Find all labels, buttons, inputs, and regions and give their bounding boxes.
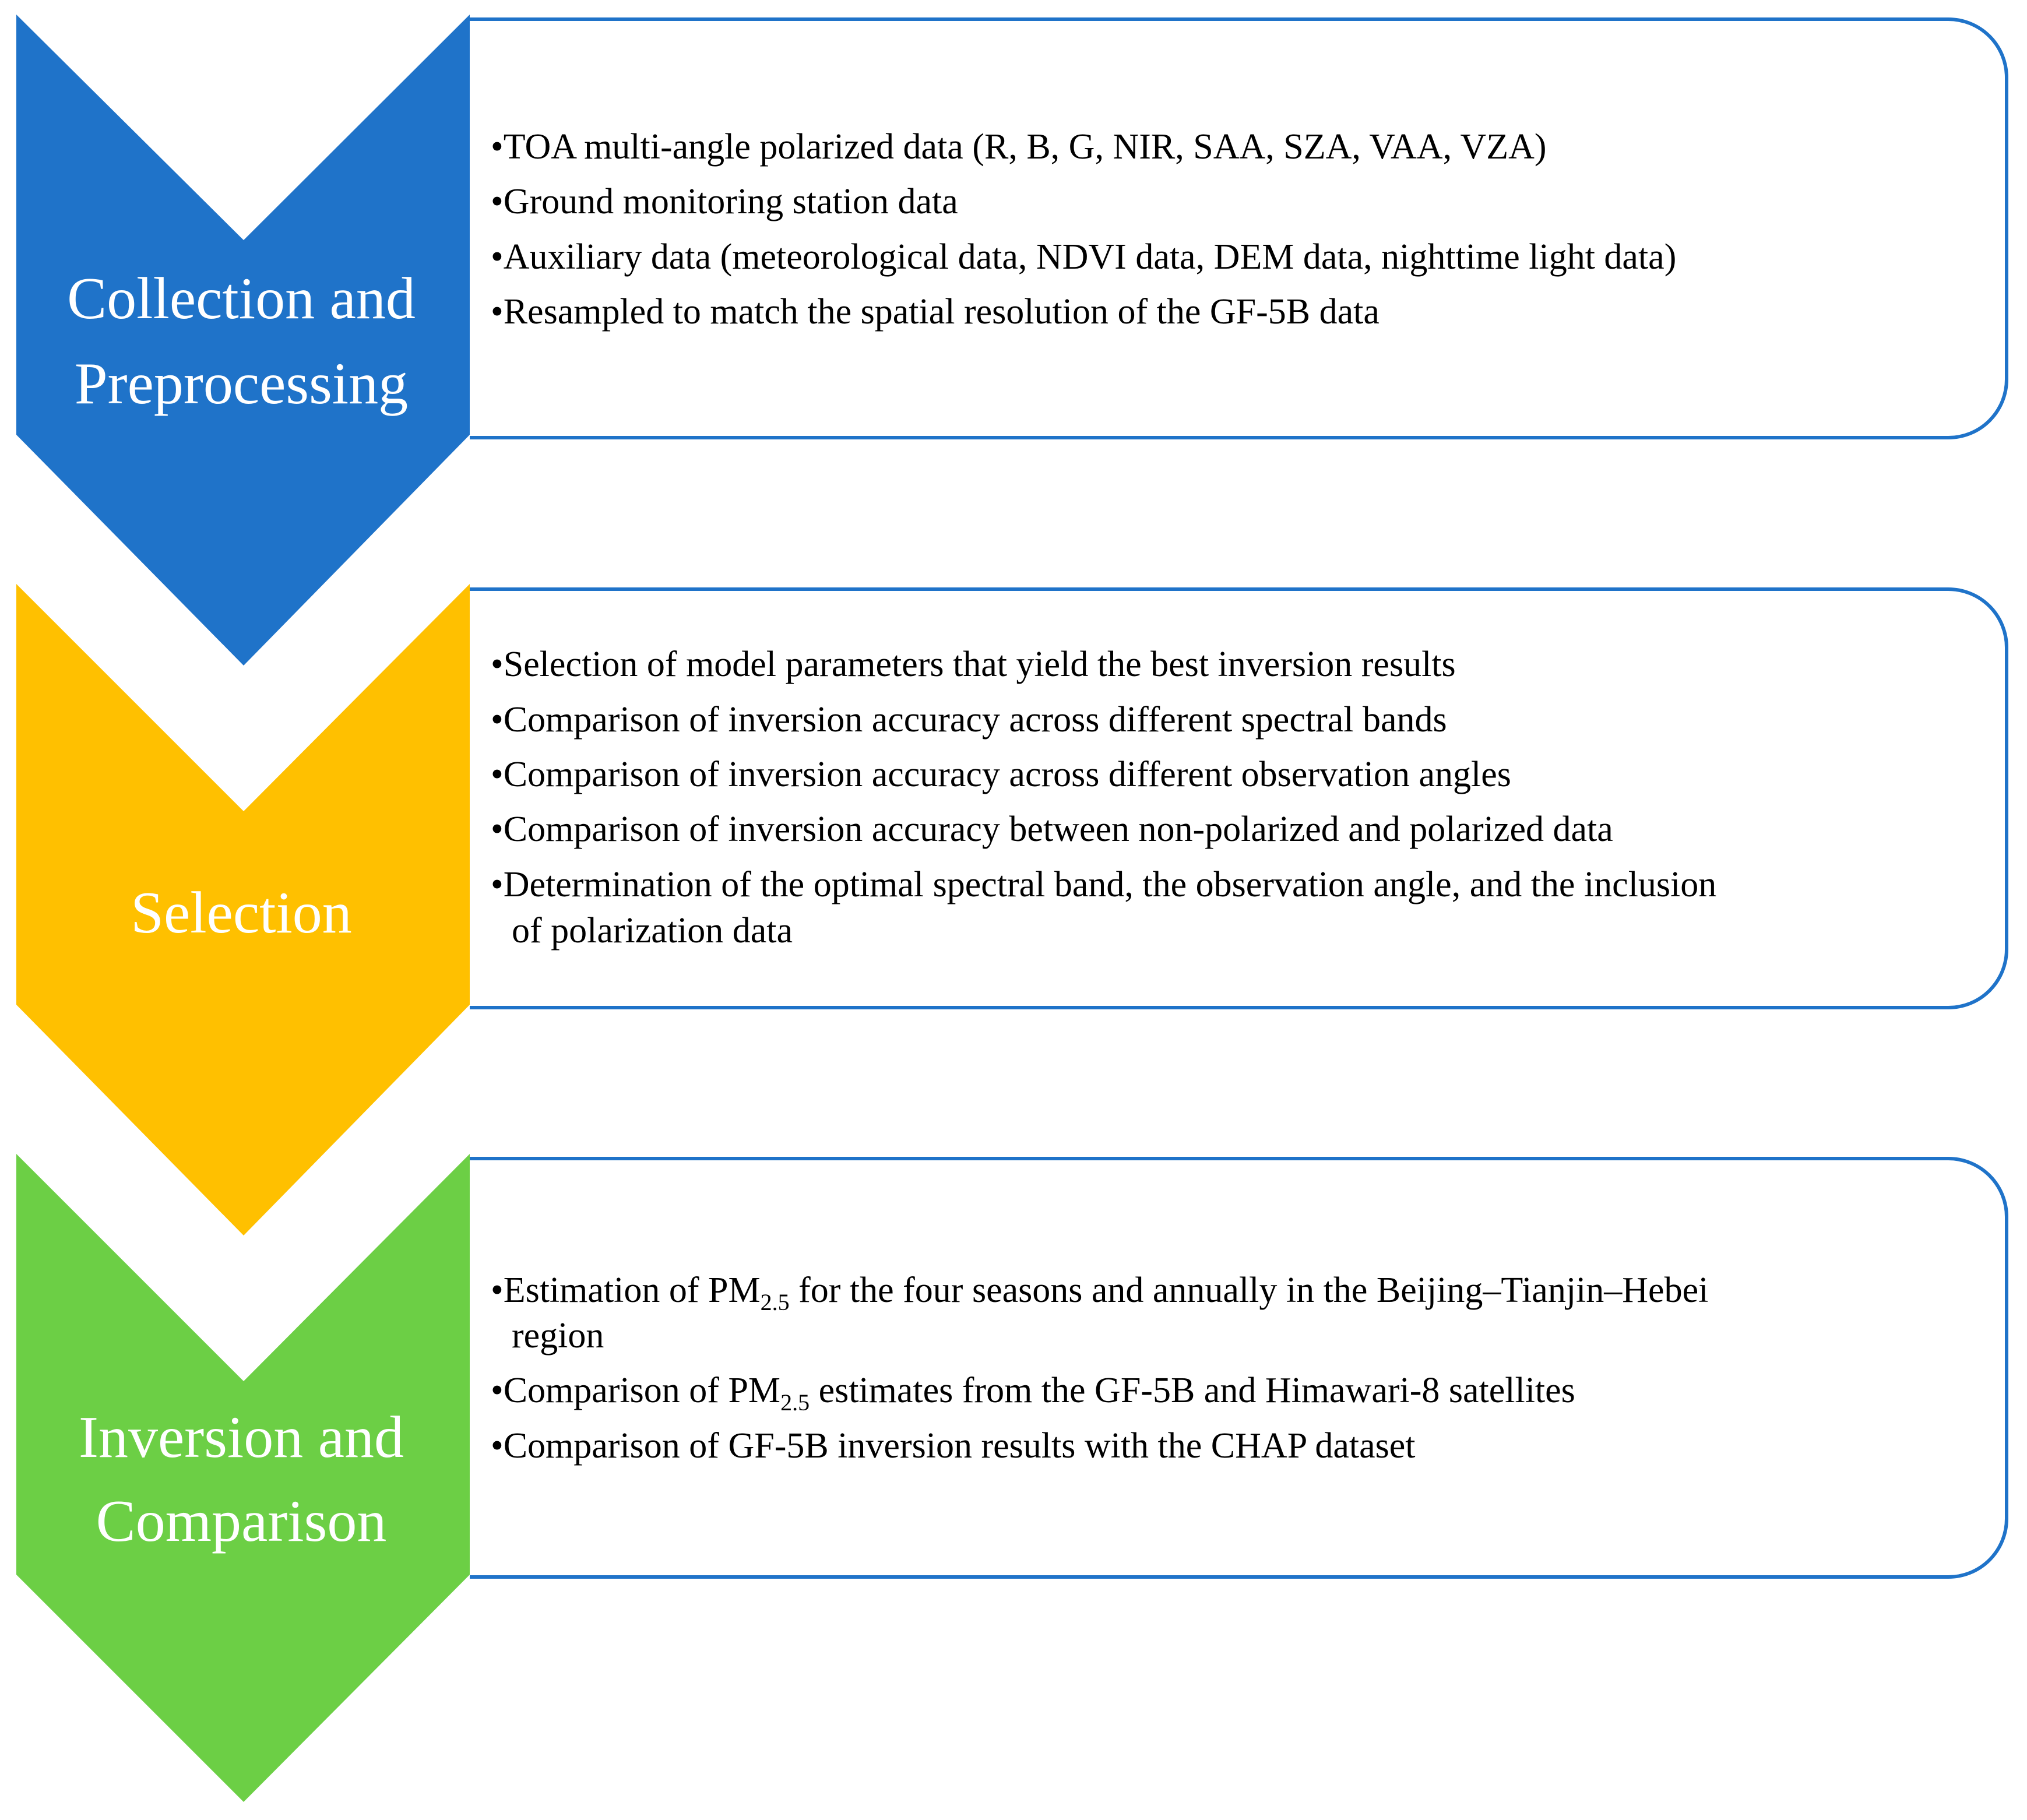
stage-2-bullet-5: •Determination of the optimal spectral band, the observation angle, and the inclusion	[491, 865, 1717, 904]
stage-2-bullet-2: •Comparison of inversion accuracy across different spectral bands	[491, 700, 1447, 740]
stage-2-bullet-5-continued: of polarization data	[512, 911, 793, 951]
stage-3-bullet-1-subscript: 2.5	[760, 1289, 790, 1315]
stage-inversion-comparison	[16, 1154, 2007, 1802]
stage-1-content-box	[470, 19, 2007, 438]
stage-2-bullet-3: •Comparison of inversion accuracy across different observation angles	[491, 755, 1511, 794]
stage-3-chevron	[16, 1154, 470, 1802]
stage-3-title-line-1: Inversion and	[78, 1404, 404, 1470]
stage-3-bullet-1	[491, 1270, 1708, 1315]
stage-2-title: Selection	[131, 880, 352, 946]
stage-3-bullet-3: •Comparison of GF-5B inversion results with the CHAP dataset	[491, 1426, 1416, 1466]
stage-3-bullet-2	[491, 1371, 1575, 1416]
stage-3-bullet-2-subscript: 2.5	[780, 1389, 810, 1416]
stage-3-bullet-2-text-b: estimates from the GF-5B and Himawari-8 satellites	[810, 1371, 1575, 1410]
stage-1-bullet-3: •Auxiliary data (meteorological data, NDVI data, DEM data, nighttime light data)	[491, 237, 1677, 277]
stage-3-bullet-1-text-a: •Estimation of PM	[491, 1270, 761, 1310]
stage-3-bullet-2-text-a: •Comparison of PM	[491, 1371, 781, 1410]
stage-2-bullet-1: •Selection of model parameters that yield the best inversion results	[491, 645, 1456, 684]
stage-1-title-line-1: Collection and	[67, 266, 416, 332]
stage-3-bullet-1-text-b: for the four seasons and annually in the Beijing–Tianjin–Hebei	[789, 1270, 1709, 1310]
stage-1-chevron	[16, 15, 470, 666]
stage-1-bullet-1: •TOA multi-angle polarized data (R, B, G, NIR, SAA, SZA, VAA, VZA)	[491, 127, 1547, 167]
stage-2-bullet-4: •Comparison of inversion accuracy between non-polarized and polarized data	[491, 809, 1613, 849]
stage-1-bullet-4: •Resampled to match the spatial resolution of the GF-5B data	[491, 292, 1380, 332]
stage-selection	[16, 584, 2007, 1235]
stage-3-title-line-2: Comparison	[96, 1488, 387, 1554]
stage-1-bullet-2: •Ground monitoring station data	[491, 182, 958, 221]
stage-3-bullet-1-continued: region	[512, 1316, 604, 1356]
stage-collection-preprocessing	[16, 15, 2007, 666]
stage-3-content-box	[470, 1159, 2007, 1577]
stage-1-title-line-2: Preprocessing	[74, 351, 409, 417]
